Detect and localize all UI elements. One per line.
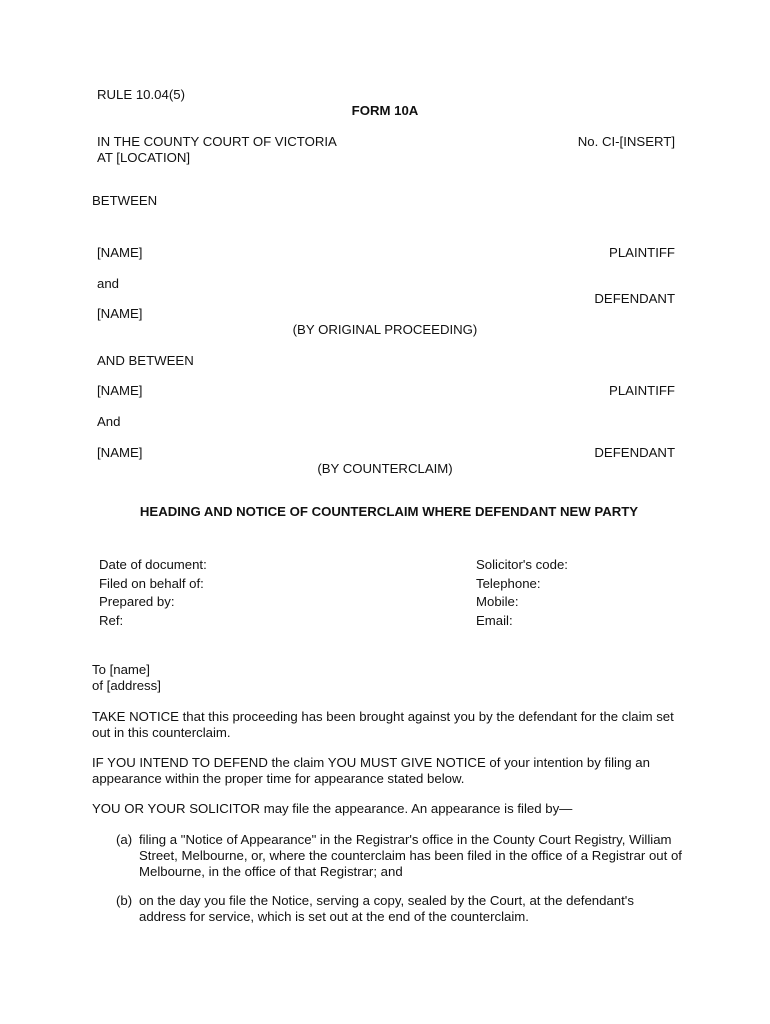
document-heading: HEADING AND NOTICE OF COUNTERCLAIM WHERE DEFENDANT NEW PARTY bbox=[139, 504, 639, 519]
filed-on-behalf-label: Filed on behalf of: bbox=[99, 576, 204, 591]
list-item-label: (b) bbox=[116, 893, 133, 908]
date-of-document-label: Date of document: bbox=[99, 557, 207, 572]
original-plaintiff-name: [NAME] bbox=[97, 245, 143, 260]
counter-defendant-role: DEFENDANT bbox=[594, 445, 675, 460]
case-number: No. CI-[INSERT] bbox=[577, 134, 675, 149]
prepared-by-label: Prepared by: bbox=[99, 594, 175, 609]
court-name: IN THE COUNTY COURT OF VICTORIA bbox=[97, 134, 337, 149]
form-title: FORM 10A bbox=[351, 103, 419, 118]
counter-defendant-name: [NAME] bbox=[97, 445, 143, 460]
original-defendant-name: [NAME] bbox=[97, 306, 143, 321]
defend-paragraph: IF YOU INTEND TO DEFEND the claim YOU MUST GIVE NOTICE of your intention by filing an appearance within the proper time for appearance stated below. bbox=[92, 755, 650, 786]
original-defendant-role: DEFENDANT bbox=[594, 291, 675, 306]
between-label: BETWEEN bbox=[92, 193, 158, 208]
telephone-label: Telephone: bbox=[476, 576, 541, 591]
original-and: and bbox=[97, 276, 120, 291]
list-item-text: filing a "Notice of Appearance" in the Registrar's office in the County Court Registry, William Street, Melbourne, or, where the counterclaim has been filed in the office of a Registrar out of Melbourne, in the office of that Registrar; and bbox=[139, 832, 682, 879]
ref-label: Ref: bbox=[99, 613, 124, 628]
counterclaim-note: (BY COUNTERCLAIM) bbox=[317, 461, 453, 476]
solicitor-code-label: Solicitor's code: bbox=[476, 557, 568, 572]
original-proceeding-note: (BY ORIGINAL PROCEEDING) bbox=[292, 322, 478, 337]
take-notice-paragraph: TAKE NOTICE that this proceeding has been brought against you by the defendant for the claim set out in this counterclaim. bbox=[92, 709, 674, 740]
email-label: Email: bbox=[476, 613, 513, 628]
counter-plaintiff-name: [NAME] bbox=[97, 383, 143, 398]
mobile-label: Mobile: bbox=[476, 594, 519, 609]
to-address: of [address] bbox=[92, 678, 161, 693]
and-between-label: AND BETWEEN bbox=[97, 353, 194, 368]
list-item-text: on the day you file the Notice, serving a copy, sealed by the Court, at the defendant's address for service, which is set out at the end of the counterclaim. bbox=[139, 893, 634, 924]
appearance-paragraph: YOU OR YOUR SOLICITOR may file the appearance. An appearance is filed by— bbox=[92, 801, 573, 816]
original-plaintiff-role: PLAINTIFF bbox=[609, 245, 675, 260]
list-item-label: (a) bbox=[116, 832, 133, 847]
to-name: To [name] bbox=[92, 662, 150, 677]
court-location: AT [LOCATION] bbox=[97, 150, 191, 165]
rule-number: RULE 10.04(5) bbox=[97, 87, 185, 102]
counter-and: And bbox=[97, 414, 121, 429]
counter-plaintiff-role: PLAINTIFF bbox=[609, 383, 675, 398]
